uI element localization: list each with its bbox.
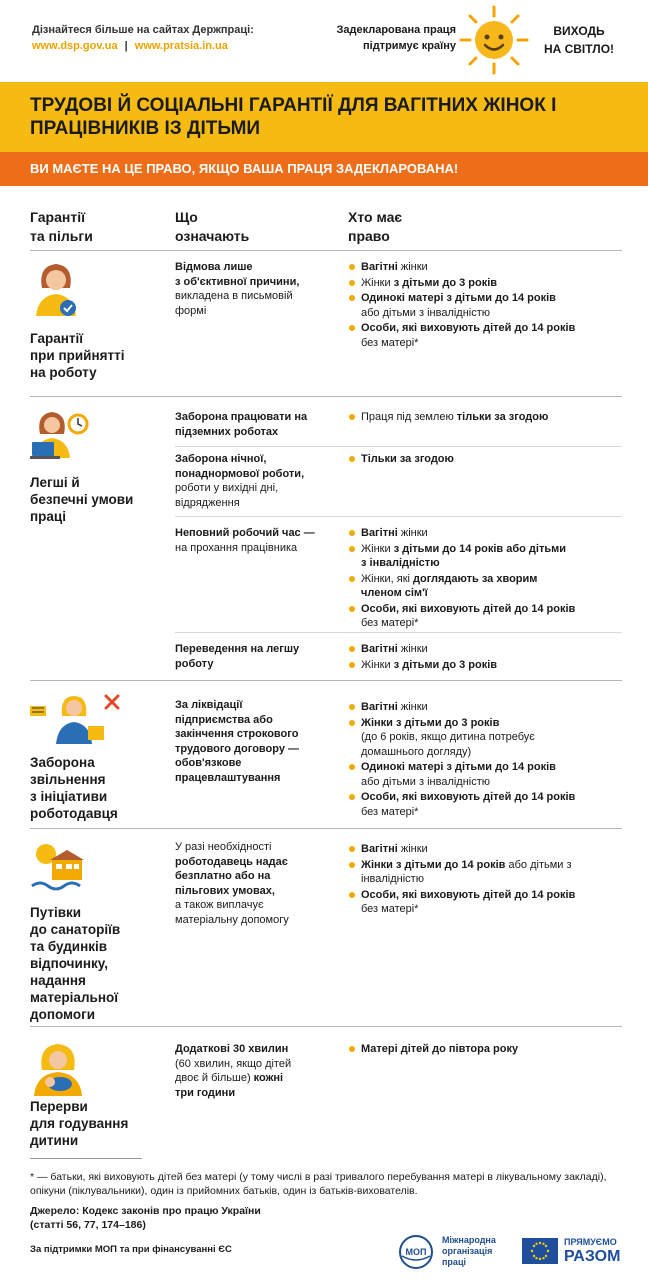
subtitle-band — [0, 152, 648, 186]
list-item: Жінки з дітьми до 3 років — [348, 276, 618, 291]
slogan-line-1: Задекларована праця — [336, 24, 456, 36]
list-item: Особи, які виховують дітей до 14 років без матері* — [348, 321, 618, 350]
list-item: Вагітні жінки — [348, 842, 618, 857]
meaning-night-work: Заборона нічної, понаднормової роботи, роботи у вихідні дні, відрядження — [175, 453, 305, 509]
guarantee-title-hiring: Гарантії при прийнятті на роботу — [30, 331, 125, 380]
guarantee-title-dismissal: Заборона звільнення з ініціативи роботодавця — [30, 755, 118, 821]
list-item: Жінки з дітьми до 3 років — [348, 658, 618, 673]
eu-flag-icon — [522, 1238, 558, 1264]
eligible-list-vouchers — [348, 842, 618, 918]
list-item: Вагітні жінки — [348, 642, 618, 657]
list-item: Тільки за згодою — [348, 452, 618, 467]
ilo-logo-icon — [396, 1234, 436, 1270]
list-item: Особи, які виховують дітей до 14 років без матері* — [348, 790, 618, 819]
sun-mascot-icon — [458, 4, 530, 76]
eu-slogan-line-2: РАЗОМ — [564, 1248, 621, 1265]
guarantee-title-conditions: Легші й безпечні умови праці — [30, 475, 134, 524]
eligible-list-night-work — [348, 452, 618, 468]
column-header-eligible: Хто має право — [348, 209, 403, 244]
list-item: Жінки з дітьми до 14 років або дітьми з інвалідністю — [348, 542, 618, 571]
row-divider — [175, 632, 622, 633]
slogan-line-2: підтримує країну — [363, 40, 456, 52]
learn-more-text: Дізнайтеся більше на сайтах Держпраці: — [32, 24, 254, 36]
row-divider — [175, 516, 622, 517]
meaning-dismissal: За ліквідації підприємства або закінчення строкового трудового договору — обов'язкове працевлаштування — [175, 699, 299, 784]
support-credit: За підтримки МОП та при фінансуванні ЄС — [30, 1244, 232, 1255]
guarantee-title-vouchers: Путівки до санаторіїв та будинків відпочинку, надання матеріальної допомоги — [30, 905, 121, 1022]
woman-laptop-clock-icon — [30, 406, 90, 462]
section-divider — [30, 680, 622, 681]
list-item: Вагітні жінки — [348, 260, 618, 275]
ilo-name: Міжнародна організація праці — [442, 1235, 496, 1267]
row-divider — [175, 446, 622, 447]
eligible-list-underground — [348, 410, 618, 426]
title-band — [0, 82, 648, 152]
site-link-dsp[interactable]: www.dsp.gov.ua — [32, 40, 118, 52]
eligible-list-lighter-work — [348, 642, 618, 673]
campaign-line-1: ВИХОДЬ — [553, 24, 605, 38]
eu-slogan — [564, 1236, 620, 1266]
list-item: Вагітні жінки — [348, 526, 618, 541]
section-divider — [30, 828, 622, 829]
column-header-guarantees: Гарантії та пільги — [30, 209, 93, 244]
meaning-feeding: Додаткові 30 хвилин (60 хвилин, якщо дітей двоє й більше) кожні три години — [175, 1043, 292, 1099]
mother-feeding-baby-icon — [30, 1040, 86, 1096]
list-item: Жінки, які доглядають за хворим членом сім'ї — [348, 572, 618, 601]
meaning-underground: Заборона працювати на підземних роботах — [175, 411, 308, 438]
ilo-abbr: МОП — [405, 1247, 427, 1257]
site-link-pratsia[interactable]: www.pratsia.in.ua — [134, 40, 228, 52]
eu-slogan-line-1: ПРЯМУЄМО — [564, 1237, 617, 1247]
eligible-list-dismissal — [348, 700, 618, 820]
column-header-meaning: Що означають — [175, 209, 250, 244]
list-item: Особи, які виховують дітей до 14 років без матері* — [348, 888, 618, 917]
list-item: Матері дітей до півтора року — [348, 1042, 618, 1057]
divider: | — [124, 40, 128, 52]
footnote: * — батьки, які виховують дітей без матері (у тому числі в разі тривалого перебування матері в лікувальному закладі), опікуни (піклувальники), один із прийомних батьків, один із батьків-вихователів. — [30, 1171, 607, 1197]
source-reference: Джерело: Кодекс законів про працю України (статті 56, 77, 174–186) — [30, 1205, 261, 1231]
woman-hand-cross-icon — [30, 692, 122, 746]
footnote-divider — [30, 1158, 142, 1159]
meaning-hiring: Відмова лише з об'єктивної причини, викладена в письмовій формі — [175, 261, 300, 317]
woman-checkmark-icon — [30, 258, 82, 320]
eligible-list-hiring — [348, 260, 618, 351]
list-item: Вагітні жінки — [348, 700, 618, 715]
guarantee-title-feeding: Перерви для годування дитини — [30, 1099, 129, 1148]
section-divider — [30, 1026, 622, 1027]
campaign-line-2: НА СВІТЛО! — [543, 42, 615, 56]
list-item: Праця під землею тільки за згодою — [348, 410, 618, 425]
slogan — [300, 22, 456, 54]
header-sites — [32, 22, 254, 54]
list-item: Жінки з дітьми до 3 років (до 6 років, якщо дитина потребує домашнього догляду) — [348, 716, 618, 760]
header-divider — [30, 250, 622, 251]
header — [0, 0, 648, 80]
eligible-list-feeding — [348, 1042, 618, 1058]
campaign-title — [534, 22, 624, 58]
page-subtitle: ВИ МАЄТЕ НА ЦЕ ПРАВО, ЯКЩО ВАША ПРАЦЯ ЗАДЕКЛАРОВАНА! — [30, 161, 459, 176]
list-item: Особи, які виховують дітей до 14 років без матері* — [348, 602, 618, 631]
list-item: Жінки з дітьми до 14 років або дітьми з інвалідністю — [348, 858, 618, 887]
list-item: Одинокі матері з дітьми до 14 років або дітьми з інвалідністю — [348, 291, 618, 320]
sanatorium-sun-icon — [30, 840, 86, 896]
section-divider — [30, 396, 622, 397]
eligible-list-part-time — [348, 526, 618, 632]
meaning-vouchers: У разі необхідності роботодавець надає безплатно або на пільгових умовах, а також виплачує матеріальну допомогу — [175, 841, 289, 926]
meaning-lighter-work: Переведення на легшу роботу — [175, 643, 300, 670]
meaning-part-time: Неповний робочий час — на прохання працівника — [175, 527, 315, 554]
list-item: Одинокі матері з дітьми до 14 років або дітьми з інвалідністю — [348, 760, 618, 789]
page-title: ТРУДОВІ Й СОЦІАЛЬНІ ГАРАНТІЇ ДЛЯ ВАГІТНИХ ЖІНОК І ПРАЦІВНИКІВ ІЗ ДІТЬМИ — [30, 95, 557, 139]
